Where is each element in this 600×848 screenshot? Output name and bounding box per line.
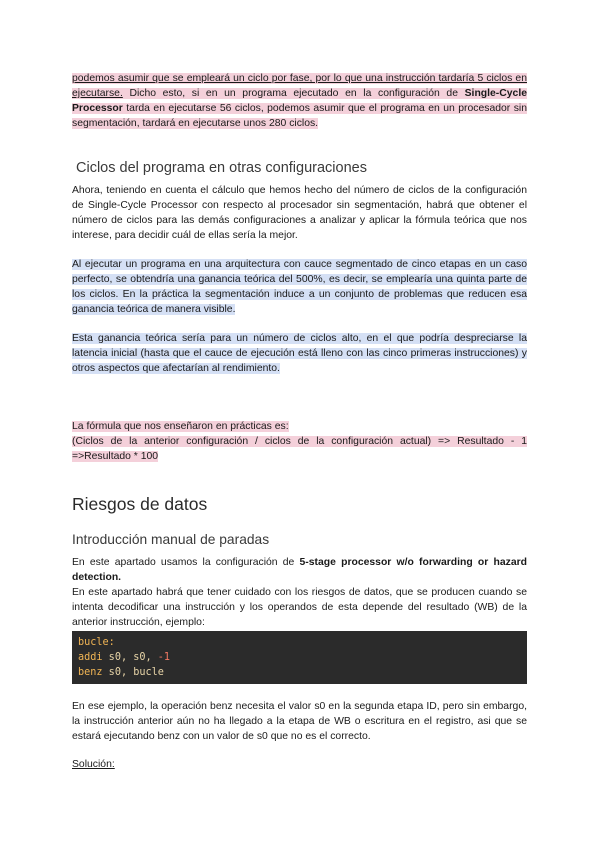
- subsection-heading-paradas: Introducción manual de paradas: [72, 532, 270, 547]
- config-bold: 5-stage processor w/o forwarding or hazard detection.: [72, 557, 527, 583]
- formula-intro: La fórmula que nos enseñaron en prácticas es:: [72, 421, 289, 432]
- paragraph-latencia: Esta ganancia teórica sería para un número de ciclos alto, en el que podría despreciarse la latencia inicial (hasta que el cauce de ejecución está lleno con las cinco primeras instrucciones) y otros aspectos que afectarían al rendimiento.: [72, 333, 527, 374]
- intro-paragraph: [72, 71, 527, 131]
- paragraph-ahora: Ahora, teniendo en cuenta el cálculo que hemos hecho del número de ciclos de la configuración de Single-Cycle Processor con respecto al procesador sin segmentación, habrá que obtener el número de ciclos para las demás configuraciones a analizar y aplicar la fórmula teórica que nos interese, para decidir cuál de ellas sería la mejor.: [72, 185, 527, 241]
- paragraph-ganancia: Al ejecutar un programa en una arquitectura con cauce segmentado de cinco etapas en un caso perfecto, se obtendría una ganancia teórica del 500%, es decir, se emplearía una quinta parte de los ciclos. En la práctica la segmentación induce a un conjunto de problemas que reducen esa ganancia teórica de manera visible.: [72, 259, 527, 315]
- formula-block: [72, 419, 527, 464]
- paragraph-configuracion: En este apartado usamos la configuración de 5-stage processor w/o forwarding or hazard detection.: [72, 557, 527, 583]
- code-line-3: benz s0, bucle: [78, 667, 164, 678]
- section-heading-ciclos: Ciclos del programa en otras configuraciones: [76, 160, 367, 176]
- code-line-2: addi s0, s0, -1: [78, 652, 171, 663]
- formula-text: (Ciclos de la anterior configuración / ciclos de la configuración actual) => Resultado - 1 =>Resultado * 100: [72, 436, 527, 462]
- solution-label: Solución:: [72, 759, 115, 770]
- intro-highlight: podemos asumir que se empleará un ciclo por fase, por lo que una instrucción tardaría 5 ciclos en ejecutarse. Dicho esto, si en un programa ejecutado en la configuración de Single-Cycle Processor tarda en ejecutarse 56 ciclos, podemos asumir que el programa en un procesador sin segmentación, tardará en ejecutarse unos 280 ciclos.: [72, 73, 527, 129]
- single-cycle-bold: Single-Cycle Processor: [72, 88, 527, 114]
- paragraph-riesgos: En este apartado habrá que tener cuidado con los riesgos de datos, que se producen cuando se intenta decodificar una instrucción y los operandos de esta depende del resultado (WB) de la anterior instrucción, ejemplo:: [72, 587, 527, 628]
- paragraph-ejemplo: En ese ejemplo, la operación benz necesita el valor s0 en la segunda etapa ID, pero sin embargo, la instrucción anterior aún no ha llegado a la etapa de WB o escritura en el registro, asi que se estará ejecutando benz con un valor de s0 que no es el correcto.: [72, 701, 527, 742]
- code-line-1: bucle:: [78, 637, 115, 648]
- code-block: [72, 631, 527, 684]
- section-heading-riesgos: Riesgos de datos: [72, 494, 208, 514]
